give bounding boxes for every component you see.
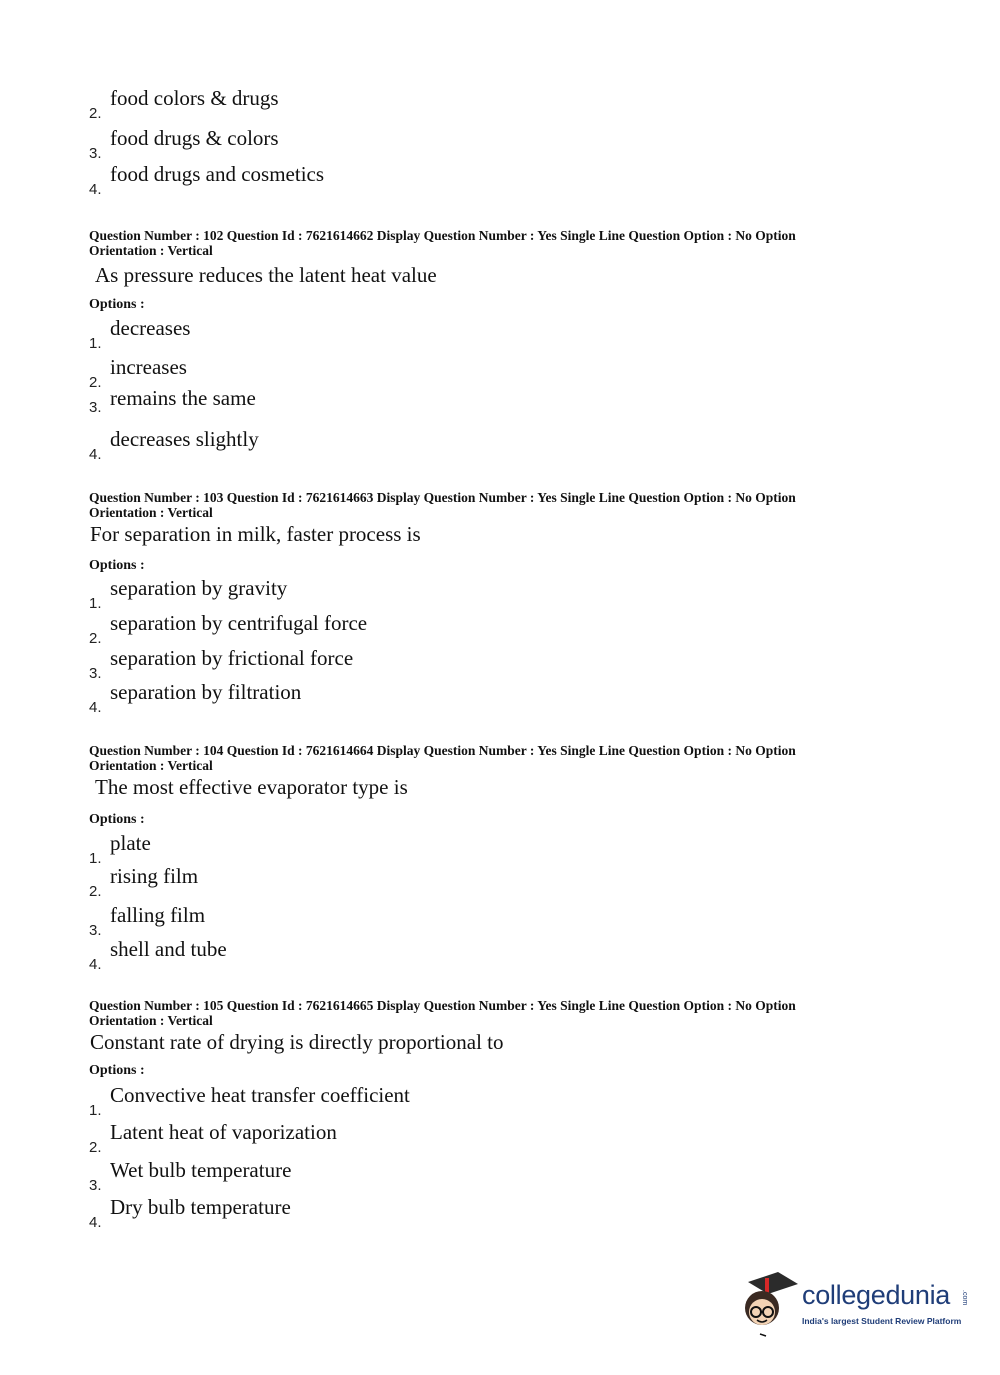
option-text: increases [110,355,187,379]
option-number: 4. [89,956,102,973]
question-meta [89,228,879,258]
question-meta-line2: Orientation : Vertical [89,1013,213,1028]
option-number: 4. [89,699,102,716]
brand-tagline: India's largest Student Review Platform [802,1316,962,1326]
option-2 [89,611,789,651]
option-number: 1. [89,1102,102,1119]
option-text: remains the same [110,386,256,410]
option-number: 2. [89,1139,102,1156]
brand-name: collegedunia [802,1280,951,1310]
option-text: plate [110,831,151,855]
options-label: Options : [89,297,145,312]
brand-domain-suffix: .com [961,1290,968,1306]
option-number: 4. [89,446,102,463]
question-meta-line2: Orientation : Vertical [89,505,213,520]
option-text: Latent heat of vaporization [110,1120,337,1144]
option-number: 2. [89,630,102,647]
option-text: decreases [110,316,191,340]
option-number: 4. [89,181,102,198]
option-4 [89,680,789,720]
prev-option-3 [89,126,789,166]
option-text: separation by gravity [110,576,288,600]
option-text: Dry bulb temperature [110,1195,291,1219]
option-text: falling film [110,903,206,927]
option-4 [89,1195,789,1235]
option-number: 3. [89,399,102,416]
option-number: 3. [89,665,102,682]
question-meta [89,998,879,1028]
option-number: 3. [89,922,102,939]
option-number: 1. [89,850,102,867]
question-meta-line1: Question Number : 102 Question Id : 7621614662 Display Question Number : Yes Single Line Question Option : No Option [89,228,796,243]
option-text: food drugs & colors [110,126,279,150]
question-text: Constant rate of drying is directly proportional to [90,1030,504,1054]
option-text: Wet bulb temperature [110,1158,292,1182]
question-meta [89,743,879,773]
option-text: food colors & drugs [110,86,279,110]
mascot-icon [738,1268,800,1340]
option-2 [89,864,789,904]
options-label: Options : [89,812,145,827]
options-label: Options : [89,558,145,573]
option-1 [89,576,789,616]
collegedunia-logo [738,1268,978,1348]
question-text: The most effective evaporator type is [95,775,408,799]
option-number: 4. [89,1214,102,1231]
options-label: Options : [89,1063,145,1078]
option-text: separation by filtration [110,680,302,704]
prev-option-2 [89,86,789,126]
option-4 [89,937,789,977]
option-1 [89,1083,789,1123]
prev-option-4 [89,162,789,202]
option-3 [89,1158,789,1198]
question-meta-line2: Orientation : Vertical [89,243,213,258]
option-number: 2. [89,374,102,391]
option-4 [89,427,789,467]
question-text: For separation in milk, faster process is [90,522,421,546]
option-text: Convective heat transfer coefficient [110,1083,410,1107]
option-number: 3. [89,145,102,162]
option-text: shell and tube [110,937,227,961]
option-number: 2. [89,105,102,122]
option-number: 3. [89,1177,102,1194]
question-meta-line1: Question Number : 105 Question Id : 7621614665 Display Question Number : Yes Single Line Question Option : No Option [89,998,796,1013]
option-text: separation by centrifugal force [110,611,368,635]
option-number: 2. [89,883,102,900]
question-meta [89,490,879,520]
question-meta-line1: Question Number : 103 Question Id : 7621614663 Display Question Number : Yes Single Line Question Option : No Option [89,490,796,505]
option-3 [89,386,789,420]
option-number: 1. [89,595,102,612]
option-text: decreases slightly [110,427,259,451]
option-text: food drugs and cosmetics [110,162,325,186]
question-text: As pressure reduces the latent heat value [95,263,437,287]
option-2 [89,1120,789,1160]
option-number: 1. [89,335,102,352]
option-text: rising film [110,864,199,888]
option-text: separation by frictional force [110,646,354,670]
question-meta-line2: Orientation : Vertical [89,758,213,773]
option-1 [89,316,789,356]
question-meta-line1: Question Number : 104 Question Id : 7621614664 Display Question Number : Yes Single Line Question Option : No Option [89,743,796,758]
